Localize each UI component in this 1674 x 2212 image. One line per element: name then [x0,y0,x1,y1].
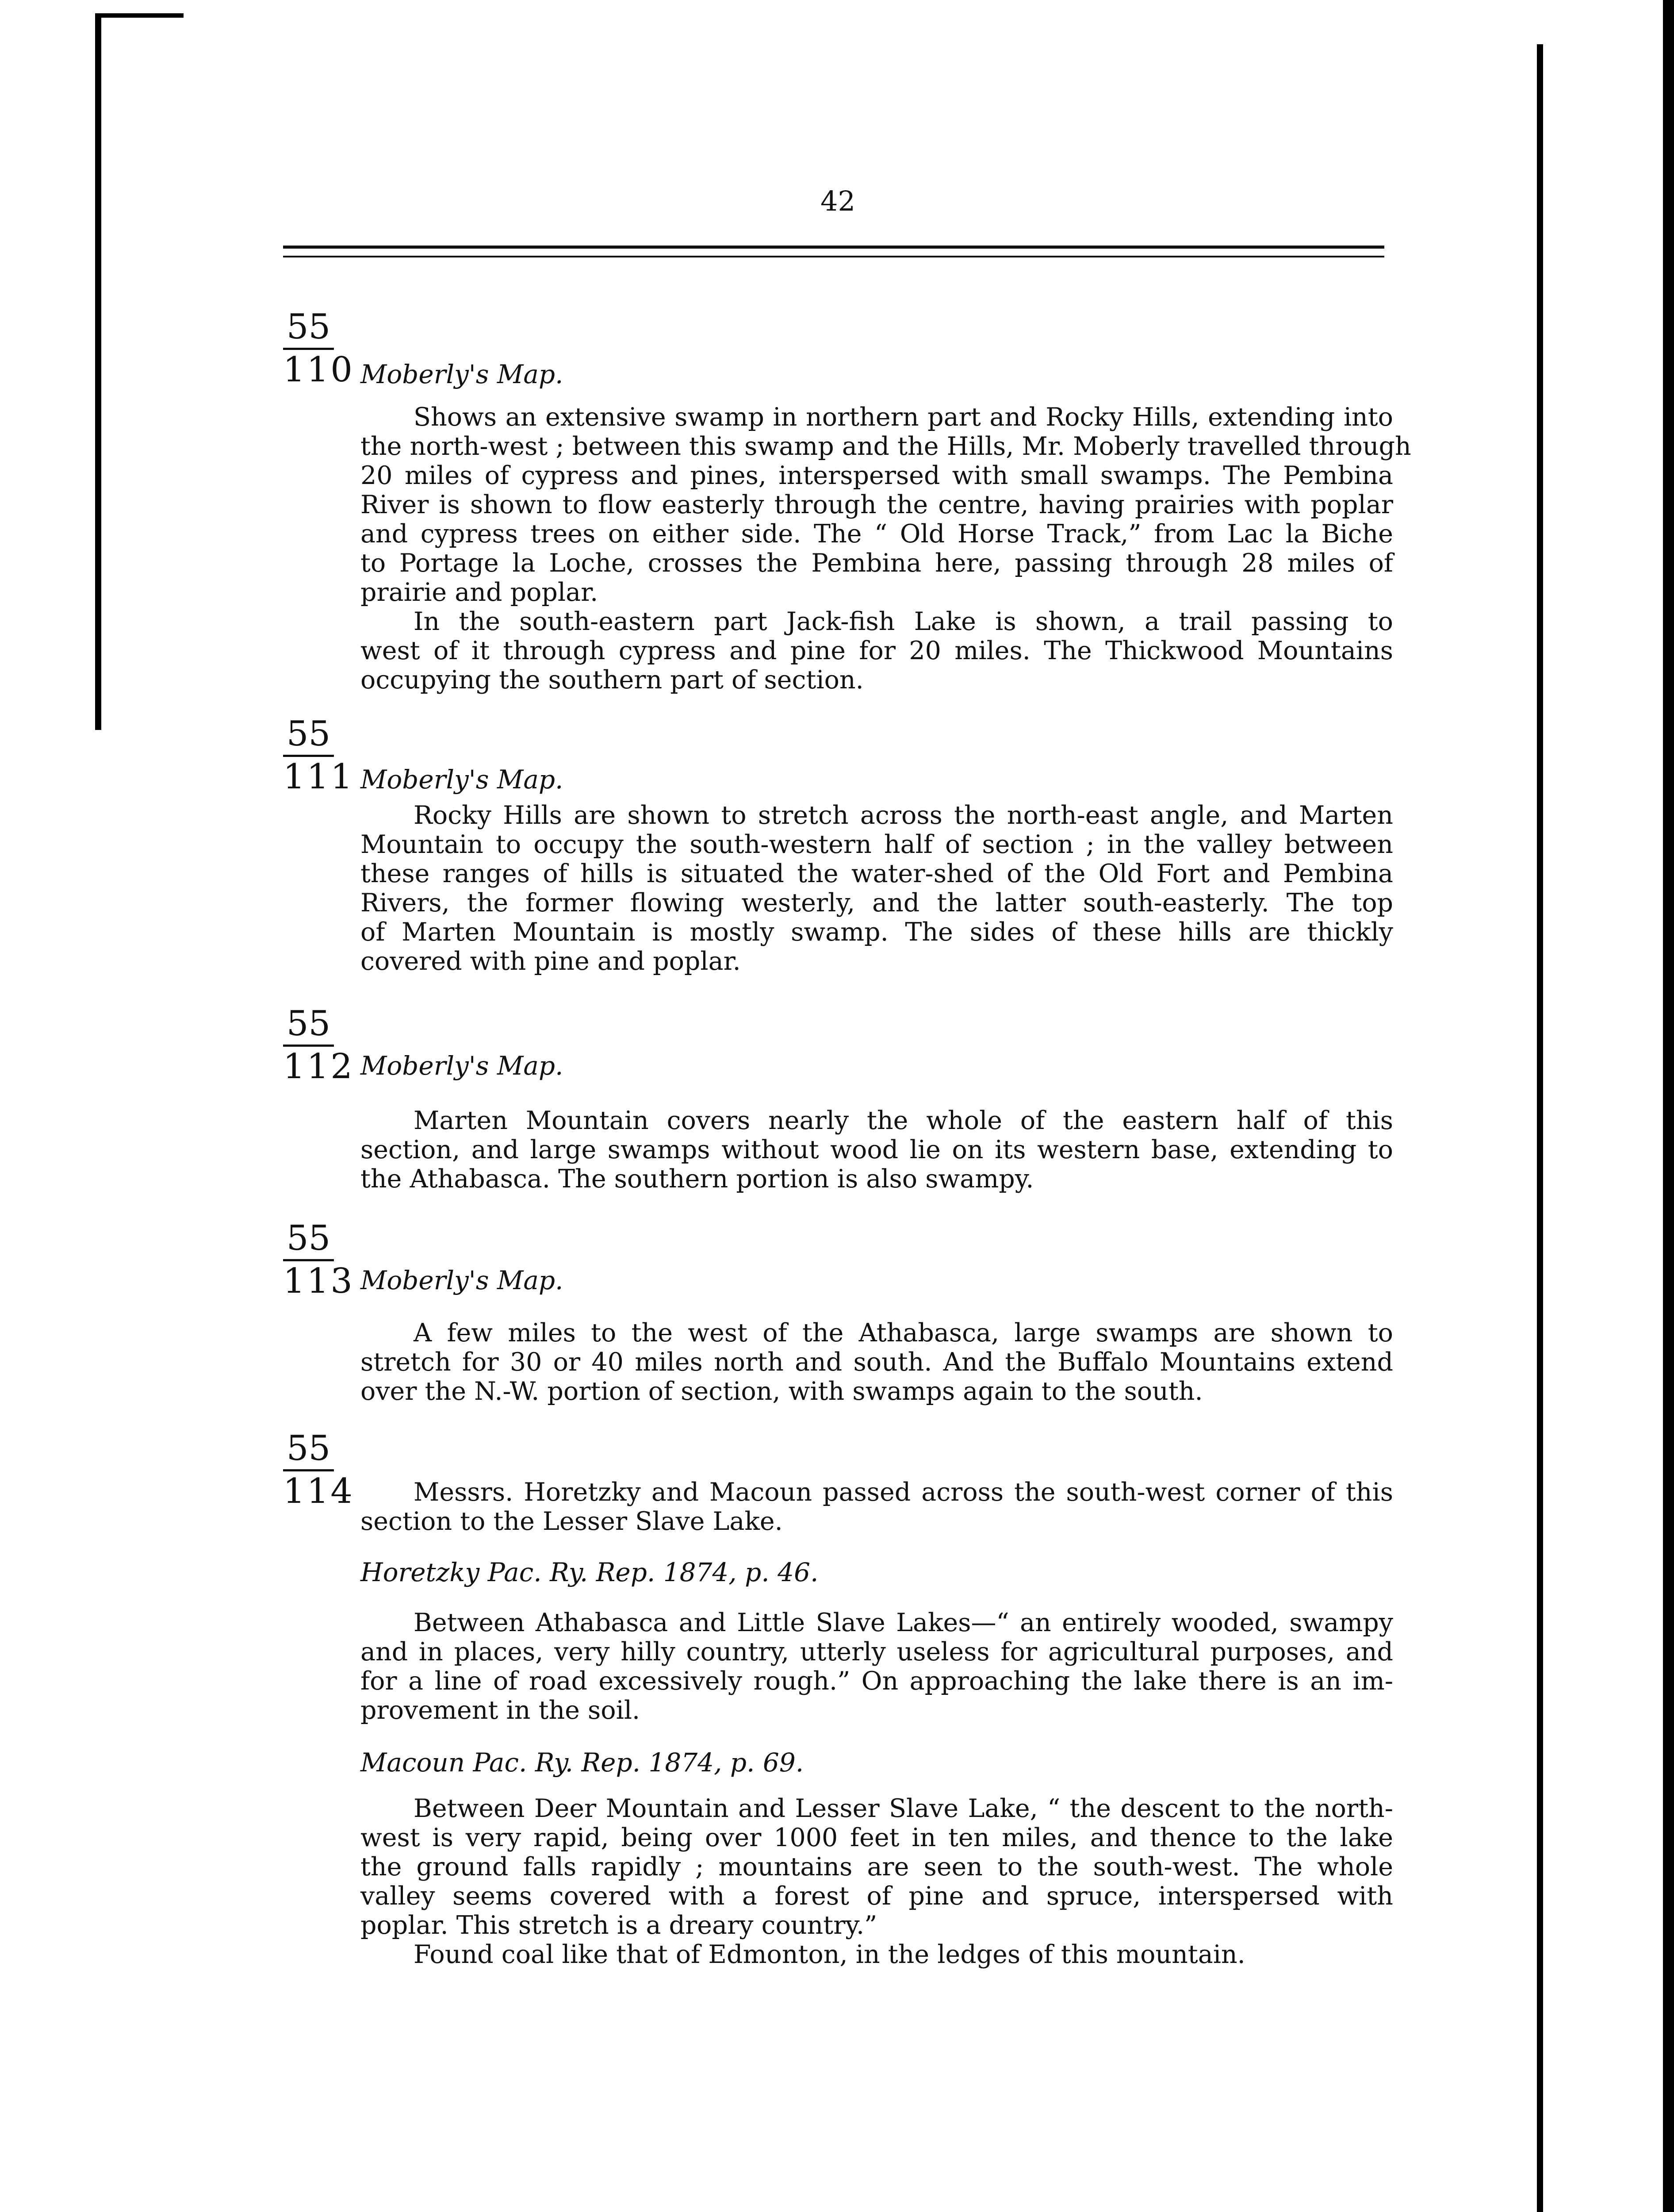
entry-paragraph [360,1106,1393,1194]
entry-paragraph [360,801,1393,976]
section-ref-113 [283,1218,354,1301]
scan-border-right-outer [1663,0,1674,2212]
entry-source: Moberly's Map. [360,359,563,389]
text-line: and in places, very hilly country, utterly useless for agricultural purposes, and [360,1637,1393,1667]
text-line: occupying the southern part of section. [360,665,864,695]
text-line: A few miles to the west of the Athabasca, large swamps are shown to [414,1318,1393,1348]
citation-source: Macoun Pac. Ry. Rep. 1874, p. 69. [360,1747,804,1778]
section-ref-township: 55 [283,310,334,350]
text-line: Rocky Hills are shown to stretch across the north-east angle, and Marten [414,801,1393,830]
text-line: Between Deer Mountain and Lesser Slave Lake, “ the descent to the north- [414,1794,1393,1823]
text-line: section to the Lesser Slave Lake. [360,1507,783,1536]
text-line: poplar. This stretch is a dreary country.” [360,1911,877,1940]
scan-border-left [95,13,101,730]
section-ref-114 [283,1431,352,1509]
text-line: Marten Mountain covers nearly the whole of the eastern half of this [414,1106,1393,1135]
section-ref-range: 113 [283,1261,354,1301]
section-ref-range: 114 [283,1471,354,1511]
scan-border-top [95,13,184,18]
text-line: valley seems covered with a forest of pine and spruce, interspersed with [360,1882,1393,1911]
text-line: River is shown to flow easterly through the centre, having prairies with poplar [360,490,1393,519]
text-line: In the south-eastern part Jack-fish Lake is shown, a trail passing to [414,607,1393,636]
header-rule-thick [283,246,1384,249]
entry-source: Moberly's Map. [360,1051,563,1081]
text-line: Rivers, the former flowing westerly, and the latter south-easterly. The top [360,888,1393,918]
text-line: for a line of road excessively rough.” On approaching the lake there is an im- [360,1667,1393,1696]
section-ref-township: 55 [283,1006,334,1047]
text-line: Shows an extensive swamp in northern part and Rocky Hills, extending into [414,403,1393,432]
section-ref-township: 55 [283,717,334,757]
citation-source: Horetzky Pac. Ry. Rep. 1874, p. 46. [360,1557,819,1587]
text-line: covered with pine and poplar. [360,947,741,976]
entry-source: Moberly's Map. [360,764,563,795]
text-line: Messrs. Horetzky and Macoun passed across the south-west corner of this [414,1478,1393,1507]
citation-paragraph [360,1794,1393,1969]
text-line: west of it through cypress and pine for 20 miles. The Thickwood Mountains [360,636,1393,665]
section-ref-112 [283,1004,354,1087]
text-line: 20 miles of cypress and pines, interspersed with small swamps. The Pembina [360,461,1393,490]
section-ref-range: 111 [283,757,354,797]
entry-source: Moberly's Map. [360,1265,563,1295]
header-rule-thin [283,256,1384,257]
section-ref-111 [283,714,354,797]
text-line: and cypress trees on either side. The “ Old Horse Track,” from Lac la Biche [360,519,1393,549]
text-line: west is very rapid, being over 1000 feet in ten miles, and thence to the lake [360,1823,1393,1852]
text-line: of Marten Mountain is mostly swamp. The sides of these hills are thickly [360,918,1393,947]
text-line: the Athabasca. The southern portion is also swampy. [360,1164,1034,1194]
text-line: prairie and poplar. [360,578,598,607]
text-line: Between Athabasca and Little Slave Lakes—“ an entirely wooded, swampy [414,1608,1393,1637]
text-line: provement in the soil. [360,1696,640,1725]
text-line: Found coal like that of Edmonton, in the ledges of this mountain. [414,1940,1245,1969]
section-ref-110 [283,307,354,390]
text-line: stretch for 30 or 40 miles north and south. And the Buffalo Mountains extend [360,1348,1393,1377]
section-ref-township: 55 [283,1431,334,1471]
section-ref-township: 55 [283,1221,334,1261]
text-line: the north-west ; between this swamp and the Hills, Mr. Moberly travelled through [360,432,1411,461]
section-ref-range: 110 [283,350,354,390]
text-line: these ranges of hills is situated the water-shed of the Old Fort and Pembina [360,859,1393,888]
text-line: over the N.-W. portion of section, with swamps again to the south. [360,1377,1203,1406]
entry-paragraph [360,1318,1393,1406]
text-line: to Portage la Loche, crosses the Pembina here, passing through 28 miles of [360,549,1393,578]
citation-paragraph [360,1608,1393,1725]
section-ref-range: 112 [283,1047,354,1087]
text-line: Mountain to occupy the south-western half of section ; in the valley between [360,830,1393,859]
text-line: the ground falls rapidly ; mountains are seen to the south-west. The whole [360,1852,1393,1882]
text-line: section, and large swamps without wood lie on its western base, extending to [360,1135,1393,1164]
entry-paragraph [360,1478,1393,1536]
scan-border-right [1537,44,1543,2212]
page-number: 42 [820,185,855,217]
entry-paragraph [360,403,1411,695]
